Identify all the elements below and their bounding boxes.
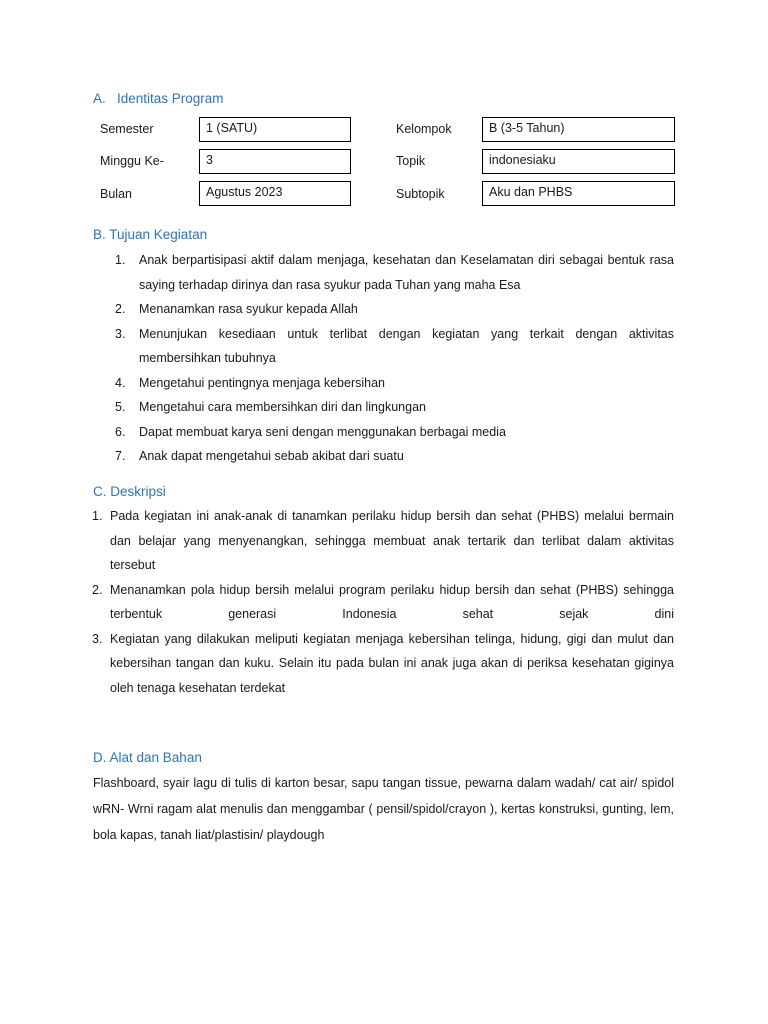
list-item: 2. Menanamkan pola hidup bersih melalui program perilaku hidup bersih dan sehat (PHBS) sehingga terbentuk generasi Indonesia sehat sejak dini xyxy=(92,582,674,621)
list-item: 1. Pada kegiatan ini anak-anak di tanamkan perilaku hidup bersih dan sehat (PHBS) melalui bermain dan belajar yang menyenangkan, sehingga membuat anak tertarik dan terlibat dalam aktivitas tersebut xyxy=(92,509,674,572)
list-item: 3. Menunjukan kesediaan untuk terlibat dengan kegiatan yang terkait dengan aktivitas membersihkan tubuhnya xyxy=(115,326,674,365)
list-item: 2. Menanamkan rasa syukur kepada Allah xyxy=(115,302,358,316)
subtopik-value: Aku dan PHBS xyxy=(482,181,675,206)
list-item: 3. Kegiatan yang dilakukan meliputi kegiatan menjaga kebersihan telinga, hidung, gigi dan mulut dan kebersihan tangan dan kuku. Selain itu pada bulan ini anak juga akan di periksa kesehatan giginya oleh tenaga kesehatan terdekat xyxy=(92,631,674,695)
subtopik-label: Subtopik xyxy=(396,187,445,201)
bulan-value: Agustus 2023 xyxy=(199,181,351,206)
minggu-value: 3 xyxy=(199,149,351,174)
section-a-title: Identitas Program xyxy=(117,91,224,106)
list-item: 6. Dapat membuat karya seni dengan menggunakan berbagai media xyxy=(115,424,506,439)
kelompok-value: B (3-5 Tahun) xyxy=(482,117,675,142)
section-b-heading: B. Tujuan Kegiatan xyxy=(93,227,208,242)
list-item: 7. Anak dapat mengetahui sebab akibat dari suatu xyxy=(115,449,404,463)
semester-value: 1 (SATU) xyxy=(199,117,351,142)
deskripsi-list xyxy=(92,504,674,700)
topik-label: Topik xyxy=(396,154,426,168)
section-d-heading: D. Alat dan Bahan xyxy=(93,750,202,765)
list-item: 4. Mengetahui pentingnya menjaga kebersihan xyxy=(115,375,386,390)
minggu-label: Minggu Ke- xyxy=(100,154,164,168)
section-a-letter: A. xyxy=(93,91,106,106)
section-c-heading: C. Deskripsi xyxy=(93,484,166,499)
list-item: 1. Anak berpartisipasi aktif dalam menjaga, kesehatan dan Keselamatan diri sebagai bentuk rasa saying terhadap dirinya dan rasa syukur pada Tuhan yang maha Esa xyxy=(115,253,674,292)
topik-value: indonesiaku xyxy=(482,149,675,174)
bulan-label: Bulan xyxy=(100,187,132,201)
list-item: 5. Mengetahui cara membersihkan diri dan lingkungan xyxy=(115,400,426,414)
semester-label: Semester xyxy=(100,122,154,136)
kelompok-label: Kelompok xyxy=(396,122,452,136)
tujuan-list xyxy=(115,248,674,469)
alat-bahan-paragraph: Flashboard, syair lagu di tulis di karton besar, sapu tangan tissue, pewarna dalam wadah/ cat air/ spidol wRN- Wrni ragam alat menulis dan menggambar ( pensil/spidol/crayon ), kertas konstruksi, gunting, lem, bola kapas, tanah liat/plastisin/ playdough xyxy=(93,776,674,842)
section-a-heading xyxy=(93,91,224,106)
